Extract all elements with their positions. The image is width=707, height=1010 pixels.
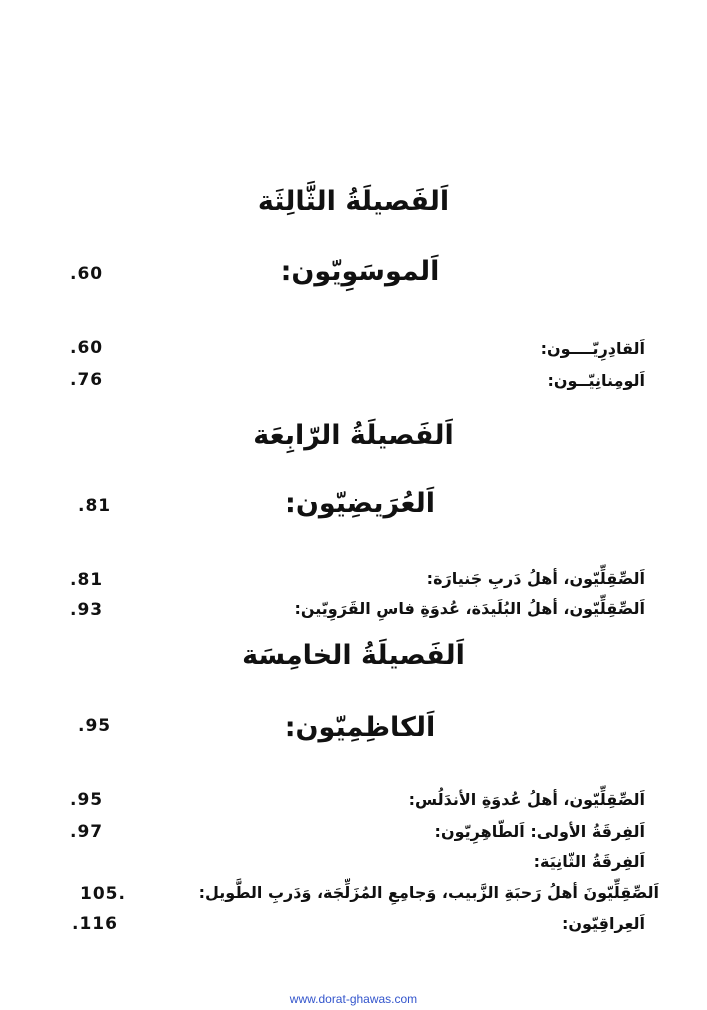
page-number: .81 bbox=[70, 570, 104, 590]
entry-firqa-ula: اَلفِرقَةُ الأولى: اَلطّاهِرِيّون: bbox=[434, 822, 645, 841]
page-number: .93 bbox=[70, 600, 104, 620]
page-number: .60 bbox=[70, 264, 104, 284]
page-number: .76 bbox=[70, 370, 104, 390]
section-heading-3: اَلفَصيلَةُ الثَّالِثَة bbox=[257, 186, 450, 217]
page-number: .95 bbox=[78, 716, 112, 736]
footer-url: www.dorat-ghawas.com bbox=[289, 992, 418, 1006]
entry-siqilliyyun-bulayda: اَلصِّقِلِّيّون، أهلُ البُلَيدَة، عُدوَةِ فاسِ القَرَوِيّين: bbox=[294, 599, 645, 618]
section-heading-5: اَلفَصيلَةُ الخامِسَة bbox=[242, 640, 465, 671]
section-heading-4: اَلفَصيلَةُ الرّابِعَة bbox=[253, 420, 454, 451]
entry-qadiriyyun: اَلقادِرِيّــــون: bbox=[540, 339, 645, 358]
page-number: .95 bbox=[70, 790, 104, 810]
group-title-kazimiyyun: اَلكاظِمِيّون: bbox=[284, 712, 436, 743]
group-title-uraydiyyun: اَلعُرَيضِيّون: bbox=[285, 488, 435, 519]
entry-siqilliyyun-andalus: اَلصِّقِلِّيّون، أهلُ عُدوَةِ الأندَلُس: bbox=[408, 790, 645, 809]
entry-firqa-thaniya: اَلفِرقَةُ الثّانِيَة: bbox=[533, 852, 645, 871]
entry-iraqiyyun: اَلعِراقِيّون: bbox=[561, 914, 645, 933]
page-number: .60 bbox=[70, 338, 104, 358]
entry-siqilliyyun-janyara: اَلصِّقِلِّيّون، أهلُ دَربِ جَنيارَة: bbox=[426, 569, 645, 588]
page-number: .81 bbox=[78, 496, 112, 516]
page-number: 105. bbox=[80, 884, 126, 904]
entry-wamnaniyyun: اَلومِنانِيّــون: bbox=[547, 371, 645, 390]
entry-siqilliyyun-zabib: اَلصِّقِلِّيّونَ أهلُ رَحبَةِ الزَّبيب، وَجامِعِ المُزَلِّجَة، وَدَربِ الطَّويل: bbox=[198, 883, 659, 902]
page-number: .116 bbox=[72, 914, 118, 934]
page-number: .97 bbox=[70, 822, 104, 842]
group-title-musawiyyun: اَلموسَوِيّون: bbox=[280, 256, 440, 287]
